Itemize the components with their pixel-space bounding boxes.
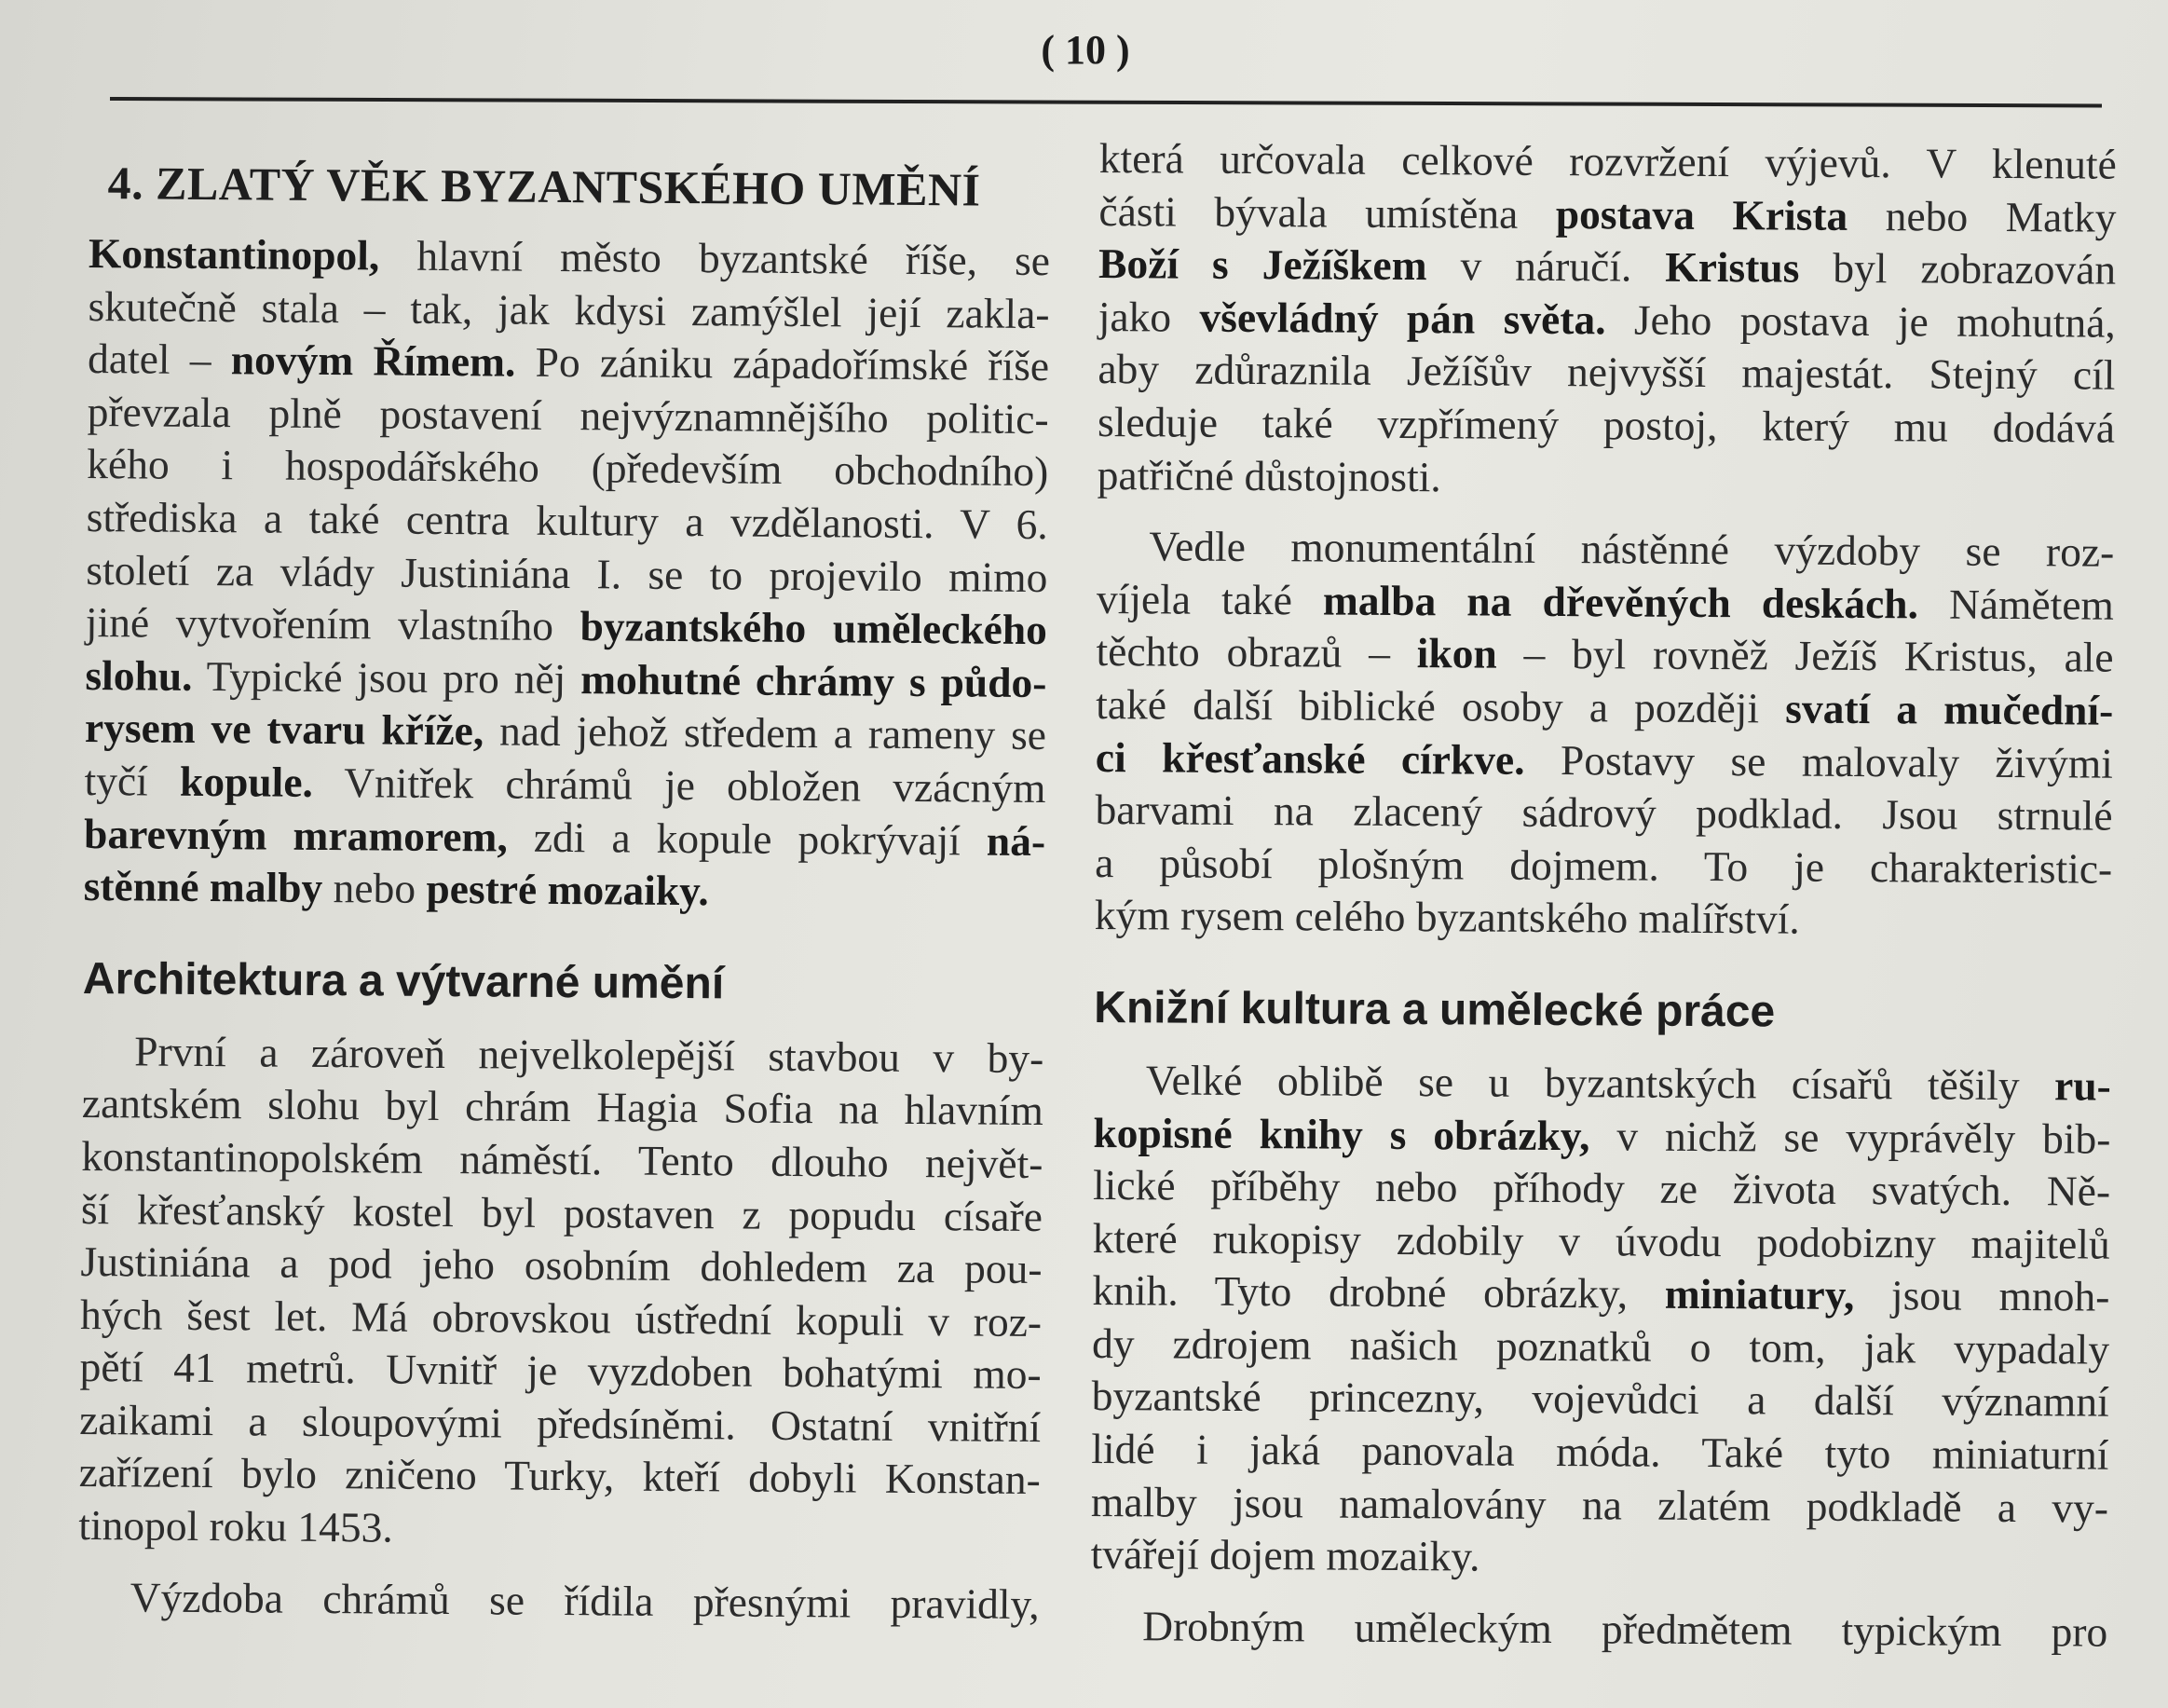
- text-line: dy zdrojem našich poznatků o tom, jak vypadaly: [1091, 1319, 2110, 1373]
- books-paragraph: [1091, 1054, 2111, 1588]
- right-column: [1090, 132, 2117, 1659]
- left-column: [77, 138, 1050, 1631]
- text-line: patřičné důstojnosti.: [1097, 450, 1441, 500]
- bold-term: kopule.: [179, 757, 314, 806]
- text-line: aby zdůraznila Ježíšův nejvyšší majestát. Stejný cíl: [1098, 345, 2116, 400]
- bold-term: malba na dřevěných deskách.: [1322, 576, 1919, 628]
- bold-term: rysem ve tvaru kříže,: [84, 704, 484, 755]
- bold-term: novým Římem.: [230, 335, 516, 386]
- text-line: Boží s Ježíškem v náručí. Kristus byl zobrazován: [1098, 239, 2117, 294]
- text-line: střediska a také centra kultury a vzdělanosti. V 6.: [86, 492, 1048, 549]
- text-line: jiné vytvořením vlastního byzantského uměleckého: [85, 598, 1048, 654]
- text-line: Justiniána a pod jeho osobním dohledem za pou-: [80, 1237, 1043, 1293]
- page-number: ( 10 ): [1041, 27, 1130, 73]
- text-line: sleduje také vzpřímený postoj, který mu dodává: [1097, 397, 2116, 452]
- text-line: barevným mramorem, zdi a kopule pokrývají ná-: [83, 809, 1046, 865]
- text-line: zaikami a sloupovými předsíněmi. Ostatní vnitřní: [78, 1395, 1042, 1451]
- decoration-paragraph: [77, 1571, 1039, 1632]
- text-line: slohu. Typické jsou pro něj mohutné chrámy s půdo-: [85, 650, 1047, 706]
- architecture-paragraph: [78, 1025, 1043, 1560]
- text-line: pětí 41 metrů. Uvnitř je vyzdoben bohatými mo-: [79, 1343, 1042, 1399]
- bold-term: vševládný pán světa.: [1199, 293, 1606, 344]
- text-line: datel – novým Římem. Po zániku západořímské říše: [87, 335, 1050, 390]
- text-line: Vedle monumentální nástěnné výzdoby se roz-: [1149, 522, 2115, 576]
- text-line: části bývala umístěna postava Krista nebo Matky: [1098, 186, 2117, 241]
- section-heading-books: Knižní kultura a umělecké práce: [1094, 982, 1776, 1037]
- text-line: které rukopisy zdobily v úvodu podobizny majitelů: [1092, 1213, 2110, 1268]
- bold-term: svatí a mučední-: [1785, 684, 2114, 734]
- bold-term: mohutné chrámy s půdo-: [580, 654, 1047, 706]
- continued-paragraph: [1098, 132, 2117, 508]
- bold-term: byzantského uměleckého: [579, 602, 1048, 654]
- text-line: stěnné malby nebo pestré mozaiky.: [83, 862, 709, 915]
- chapter-title: 4. ZLATÝ VĚK BYZANTSKÉHO UMĚNÍ: [107, 157, 981, 216]
- header-rule: [110, 97, 2102, 107]
- text-line: konstantinopolském náměstí. Tento dlouho největ-: [81, 1131, 1043, 1187]
- text-line: také další biblické osoby a později svatí a mučední-: [1096, 679, 2114, 734]
- text-line: Drobným uměleckým předmětem typickým pro: [1142, 1602, 2108, 1656]
- text-line: malby jsou namalovány na zlatém podkladě a vy-: [1090, 1477, 2109, 1532]
- text-line: Výzdoba chrámů se řídila přesnými pravidly,: [130, 1573, 1040, 1628]
- bold-term: ikon: [1416, 629, 1497, 677]
- bold-term: Kristus: [1665, 242, 1800, 292]
- text-line: lické příběhy nebo příhody ze života svatých. Ně-: [1092, 1161, 2111, 1215]
- text-line: ší křesťanský kostel byl postaven z popudu císaře: [80, 1184, 1043, 1240]
- bold-term: barevným mramorem,: [83, 809, 509, 861]
- text-line: hých šest let. Má obrovskou ústřední kopuli v roz-: [79, 1290, 1043, 1346]
- text-line: tvářejí dojem mozaiky.: [1090, 1530, 1480, 1580]
- text-line: knih. Tyto drobné obrázky, miniatury, jsou mnoh-: [1092, 1266, 2110, 1320]
- text-line: která určovala celkové rozvržení výjevů. V klenuté: [1098, 133, 2117, 188]
- text-line: Konstantinopol, hlavní město byzantské říše, se: [88, 228, 1051, 285]
- bold-term: postava Krista: [1555, 189, 1848, 239]
- objects-paragraph: [1090, 1600, 2107, 1659]
- bold-term: ci křesťanské církve.: [1095, 732, 1525, 784]
- text-line: století za vlády Justiniána I. se to projevilo mimo: [86, 545, 1048, 601]
- bold-term: miniatury,: [1664, 1270, 1855, 1319]
- text-line: byzantské princezny, vojevůdci a další významní: [1091, 1372, 2109, 1427]
- icons-paragraph: [1095, 520, 2115, 948]
- text-line: a působí plošným dojmem. To je charakteristic-: [1095, 838, 2113, 893]
- text-line: víjela také malba na dřevěných deskách. Námětem: [1096, 574, 2115, 629]
- text-line: kého i hospodářského (především obchodního): [87, 440, 1049, 496]
- bold-term: ru-: [2053, 1061, 2111, 1110]
- text-line: První a zároveň nejvelkolepější stavbou v by-: [134, 1027, 1044, 1082]
- section-heading-architecture: Architektura a výtvarné umění: [82, 953, 725, 1009]
- text-line: kým rysem celého byzantského malířství.: [1094, 891, 1800, 943]
- intro-paragraph: [83, 227, 1050, 921]
- text-line: zantském slohu byl chrám Hagia Sofia na hlavním: [81, 1079, 1044, 1135]
- text-line: tyčí kopule. Vnitřek chrámů je obložen vzácným: [84, 756, 1046, 813]
- bold-term: stěnné malby: [83, 862, 323, 912]
- bold-term: kopisné knihy s obrázky,: [1093, 1108, 1590, 1159]
- text-line: ci křesťanské církve. Postavy se malovaly živými: [1095, 732, 2114, 787]
- text-line: Velké oblibě se u byzantských císařů těšily ru-: [1145, 1056, 2111, 1110]
- text-line: lidé i jaká panovala móda. Také tyto miniaturní: [1091, 1425, 2109, 1479]
- bold-term: ná-: [986, 816, 1046, 865]
- text-line: kopisné knihy s obrázky, v nichž se vyprávěly bib-: [1093, 1108, 2111, 1163]
- text-line: převzala plně postavení nejvýznamnějšího politic-: [87, 387, 1049, 443]
- bold-term: pestré mozaiky.: [426, 864, 709, 915]
- text-line: barvami na zlacený sádrový podklad. Jsou strnulé: [1095, 786, 2113, 840]
- text-line: rysem ve tvaru kříže, nad jehož středem a rameny se: [84, 704, 1047, 759]
- bold-term: slohu.: [85, 650, 193, 700]
- bold-term: Konstantinopol,: [88, 228, 380, 280]
- bold-term: Boží s Ježíškem: [1098, 239, 1427, 290]
- text-line: tinopol roku 1453.: [78, 1501, 393, 1551]
- text-line: těchto obrazů – ikon – byl rovněž Ježíš Kristus, ale: [1096, 627, 2114, 682]
- text-line: jako vševládný pán světa. Jeho postava je mohutná,: [1098, 292, 2116, 347]
- text-line: zařízení bylo zničeno Turky, kteří dobyli Konstan-: [78, 1448, 1041, 1504]
- text-line: skutečně stala – tak, jak kdysi zamýšlel její zakla-: [88, 281, 1050, 337]
